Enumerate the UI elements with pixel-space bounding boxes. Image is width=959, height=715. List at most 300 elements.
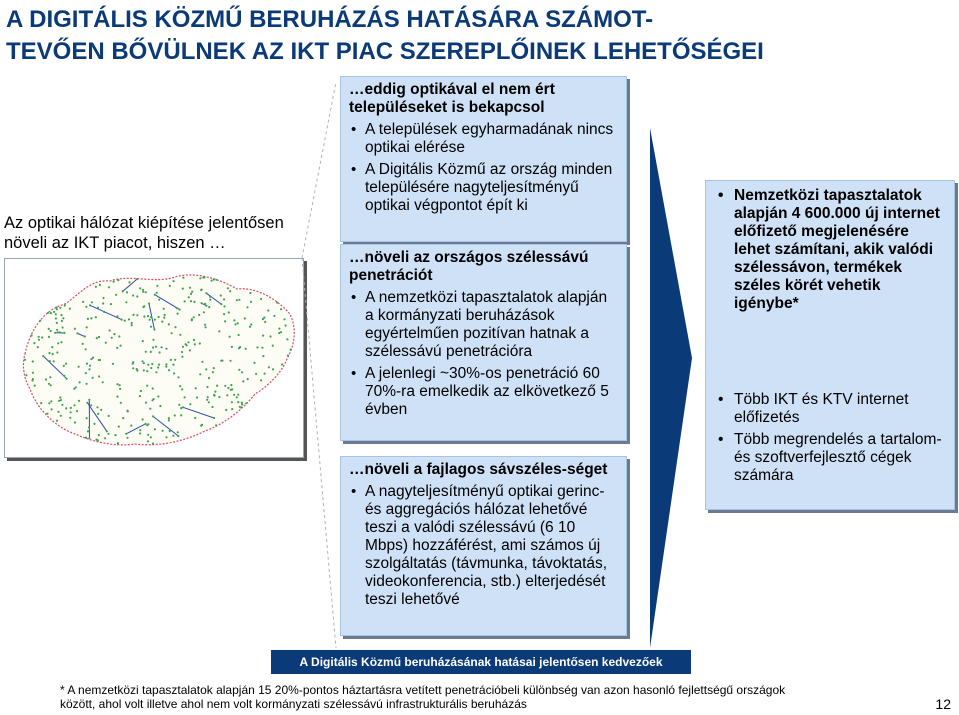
map-dot bbox=[139, 429, 141, 431]
map-dot bbox=[119, 388, 121, 390]
map-dot bbox=[63, 365, 65, 367]
map-dot bbox=[238, 334, 240, 336]
map-dot bbox=[157, 395, 159, 397]
map-dot bbox=[151, 363, 153, 365]
map-dot bbox=[182, 346, 184, 348]
map-dot bbox=[116, 383, 118, 385]
map-dot bbox=[153, 398, 155, 400]
map-dot bbox=[37, 346, 39, 348]
map-dot bbox=[228, 311, 230, 313]
map-dot bbox=[253, 362, 255, 364]
map-dot bbox=[147, 423, 149, 425]
map-dot bbox=[276, 302, 278, 304]
map-dot bbox=[221, 360, 223, 362]
map-dot bbox=[208, 377, 210, 379]
map-dot bbox=[173, 372, 175, 374]
map-dot bbox=[165, 348, 167, 350]
map-dot bbox=[177, 313, 179, 315]
map-dot bbox=[187, 341, 189, 343]
map-dot bbox=[174, 414, 176, 416]
map-dot bbox=[109, 329, 111, 331]
map-dot bbox=[189, 403, 191, 405]
map-dot bbox=[267, 309, 269, 311]
map-dot bbox=[146, 370, 148, 372]
map-dot bbox=[172, 435, 174, 437]
map-dot bbox=[63, 375, 65, 377]
map-dot bbox=[146, 385, 148, 387]
map-dot bbox=[125, 301, 127, 303]
map-dot bbox=[249, 326, 251, 328]
map-dot bbox=[122, 417, 124, 419]
map-dot bbox=[119, 384, 121, 386]
map-dot bbox=[66, 378, 68, 380]
map-dot bbox=[113, 333, 115, 335]
map-dot bbox=[132, 294, 134, 296]
map-dot bbox=[231, 408, 233, 410]
map-dot bbox=[126, 291, 128, 293]
map-dot bbox=[169, 285, 171, 287]
map-dot bbox=[114, 434, 116, 436]
map-dot bbox=[250, 323, 252, 325]
map-dot bbox=[237, 401, 239, 403]
map-dot bbox=[115, 294, 117, 296]
map-dot bbox=[220, 303, 222, 305]
map-dot bbox=[216, 279, 218, 281]
map-dot bbox=[102, 381, 104, 383]
map-dot bbox=[38, 336, 40, 338]
map-dot bbox=[136, 368, 138, 370]
footnote-line-2: között, ahol volt illetve ahol nem volt kormányzati szélessávú infrastrukturális beruházás bbox=[60, 697, 527, 711]
outcome-bullet: • Több megrendelés a tartalom- és szoftverfejlesztő cégek számára bbox=[734, 431, 946, 485]
map-dot bbox=[102, 297, 104, 299]
map-dot bbox=[150, 316, 152, 318]
map-dot bbox=[47, 312, 49, 314]
map-dot bbox=[97, 413, 99, 415]
map-dot bbox=[181, 351, 183, 353]
map-dot bbox=[199, 277, 201, 279]
map-dot bbox=[220, 294, 222, 296]
map-dot bbox=[218, 330, 220, 332]
map-dot bbox=[194, 417, 196, 419]
map-dot bbox=[86, 402, 88, 404]
map-dot bbox=[142, 306, 144, 308]
map-dot bbox=[86, 363, 88, 365]
left-intro-text bbox=[4, 213, 324, 253]
map-dot bbox=[139, 395, 141, 397]
map-dot bbox=[48, 328, 50, 330]
map-dot bbox=[98, 434, 100, 436]
map-dot bbox=[156, 292, 158, 294]
box1-bullet: • A Digitális Közmű az ország minden településére nagyteljesítményű optikai végpontot épít ki bbox=[365, 161, 616, 215]
map-dot bbox=[153, 328, 155, 330]
map-dot bbox=[229, 336, 231, 338]
map-dot bbox=[128, 318, 130, 320]
map-dot bbox=[180, 414, 182, 416]
map-dot bbox=[145, 402, 147, 404]
map-dot bbox=[98, 336, 100, 338]
map-dot bbox=[125, 433, 127, 435]
map-dot bbox=[56, 322, 58, 324]
map-dot bbox=[85, 372, 87, 374]
map-dot bbox=[182, 277, 184, 279]
map-dot bbox=[147, 315, 149, 317]
map-dot bbox=[65, 363, 67, 365]
map-dot bbox=[191, 291, 193, 293]
map-dot bbox=[174, 326, 176, 328]
map-dot bbox=[238, 299, 240, 301]
map-dot bbox=[156, 285, 158, 287]
map-dot bbox=[149, 408, 151, 410]
map-dot bbox=[216, 385, 218, 387]
map-dot bbox=[56, 329, 58, 331]
map-dot bbox=[64, 304, 66, 306]
map-dot bbox=[168, 419, 170, 421]
title-line-1: A DIGITÁLIS KÖZMŰ BERUHÁZÁS HATÁSÁRA SZÁMOT- bbox=[6, 6, 654, 33]
map-dot bbox=[86, 326, 88, 328]
map-dot bbox=[229, 290, 231, 292]
map-dot bbox=[50, 312, 52, 314]
map-dot bbox=[193, 301, 195, 303]
map-dot bbox=[142, 340, 144, 342]
map-dot bbox=[75, 386, 77, 388]
map-dot bbox=[190, 293, 192, 295]
map-dot bbox=[136, 314, 138, 316]
map-dot bbox=[141, 360, 143, 362]
map-dot bbox=[108, 415, 110, 417]
map-dot bbox=[78, 400, 80, 402]
map-dot bbox=[238, 369, 240, 371]
map-dot bbox=[152, 415, 154, 417]
map-dot bbox=[145, 291, 147, 293]
map-dot bbox=[211, 406, 213, 408]
map-dot bbox=[85, 437, 87, 439]
map-dot bbox=[74, 421, 76, 423]
map-dot bbox=[152, 442, 154, 444]
map-dot bbox=[170, 359, 172, 361]
map-dot bbox=[76, 332, 78, 334]
map-dot bbox=[25, 374, 27, 376]
map-dot bbox=[241, 402, 243, 404]
map-dot bbox=[240, 406, 242, 408]
map-dot bbox=[50, 384, 52, 386]
hungary-network-map-icon bbox=[4, 258, 304, 458]
footnote bbox=[60, 683, 920, 711]
map-dot bbox=[103, 311, 105, 313]
map-dot bbox=[237, 322, 239, 324]
map-dot bbox=[188, 296, 190, 298]
map-dot bbox=[206, 386, 208, 388]
map-dot bbox=[150, 351, 152, 353]
bracket-connector bbox=[300, 80, 340, 650]
map-dot bbox=[211, 280, 213, 282]
map-dot bbox=[74, 328, 76, 330]
map-dot bbox=[53, 311, 55, 313]
left-intro-line-2: növeli az IKT piacot, hiszen … bbox=[4, 234, 226, 252]
map-dot bbox=[154, 428, 156, 430]
map-dot bbox=[40, 402, 42, 404]
page-title bbox=[6, 4, 946, 68]
map-dot bbox=[104, 437, 106, 439]
map-dot bbox=[147, 434, 149, 436]
map-dot bbox=[140, 390, 142, 392]
title-line-2: TEVŐEN BŐVÜLNEK AZ IKT PIAC SZEREPLŐINEK LEHETŐSÉGEI bbox=[6, 38, 764, 65]
map-dot bbox=[157, 366, 159, 368]
map-dot bbox=[88, 426, 90, 428]
map-dot bbox=[108, 286, 110, 288]
map-dot bbox=[150, 367, 152, 369]
map-dot bbox=[262, 318, 264, 320]
map-dot bbox=[59, 396, 61, 398]
map-dot bbox=[84, 335, 86, 337]
map-dot bbox=[95, 316, 97, 318]
map-dot bbox=[120, 345, 122, 347]
map-dot bbox=[179, 334, 181, 336]
summary-banner: A Digitális Közmű beruházásának hatásai jelentősen kedvezőek bbox=[271, 650, 691, 674]
map-dot bbox=[132, 367, 134, 369]
outcome-bullets bbox=[716, 391, 946, 485]
box2-bullet: • A nemzetközi tapasztalatok alapján a kormányzati beruházások egyértelműen pozitívan hatnak a szélessávú penetrációra bbox=[365, 289, 616, 361]
map-dot bbox=[169, 430, 171, 432]
map-dot bbox=[185, 343, 187, 345]
map-dot bbox=[189, 349, 191, 351]
map-dot bbox=[97, 307, 99, 309]
map-dot bbox=[233, 319, 235, 321]
map-dot bbox=[168, 417, 170, 419]
map-dot bbox=[272, 345, 274, 347]
map-dot bbox=[163, 308, 165, 310]
map-dot bbox=[142, 291, 144, 293]
map-dot bbox=[60, 314, 62, 316]
outcome-box bbox=[705, 180, 955, 510]
map-dot bbox=[242, 380, 244, 382]
map-dot bbox=[193, 316, 195, 318]
map-dot bbox=[124, 320, 126, 322]
map-dot bbox=[159, 405, 161, 407]
outcome-bold-bullets bbox=[716, 187, 946, 313]
box2-header: …növeli az országos szélessávú penetrációt bbox=[349, 249, 589, 284]
map-dot bbox=[223, 313, 225, 315]
map-dot bbox=[147, 440, 149, 442]
map-dot bbox=[90, 317, 92, 319]
map-dot bbox=[128, 281, 130, 283]
map-dot bbox=[245, 402, 247, 404]
map-dot bbox=[62, 317, 64, 319]
map-dot bbox=[96, 406, 98, 408]
map-dot bbox=[59, 307, 61, 309]
map-dot bbox=[250, 301, 252, 303]
page-number: 12 bbox=[935, 696, 951, 712]
box1-bullets bbox=[349, 121, 616, 215]
map-dot bbox=[227, 387, 229, 389]
map-dot bbox=[168, 323, 170, 325]
map-dot bbox=[237, 394, 239, 396]
map-dot bbox=[139, 432, 141, 434]
map-dot bbox=[57, 342, 59, 344]
map-dot bbox=[256, 346, 258, 348]
map-dot bbox=[107, 433, 109, 435]
map-dot bbox=[57, 331, 59, 333]
map-dot bbox=[178, 404, 180, 406]
map-dot bbox=[95, 286, 97, 288]
map-dot bbox=[76, 410, 78, 412]
map-dot bbox=[48, 402, 50, 404]
map-dot bbox=[168, 369, 170, 371]
map-dot bbox=[51, 346, 53, 348]
map-dot bbox=[226, 394, 228, 396]
map-dot bbox=[200, 425, 202, 427]
map-dot bbox=[39, 320, 41, 322]
map-dot bbox=[51, 408, 53, 410]
map-dot bbox=[230, 389, 232, 391]
map-dot bbox=[99, 284, 101, 286]
map-dot bbox=[60, 341, 62, 343]
map-dot bbox=[278, 332, 280, 334]
map-dot bbox=[249, 292, 251, 294]
map-dot bbox=[154, 319, 156, 321]
map-dot bbox=[136, 278, 138, 280]
map-dot bbox=[116, 347, 118, 349]
footnote-line-1: * A nemzetközi tapasztalatok alapján 15 20%-pontos háztartásra vetített penetrációbeli különbség van azon hasonló fejlettségű országok bbox=[60, 683, 786, 697]
map-dot bbox=[126, 437, 128, 439]
map-dot bbox=[164, 314, 166, 316]
map-dot bbox=[273, 315, 275, 317]
map-dot bbox=[285, 324, 287, 326]
map-dot bbox=[229, 360, 231, 362]
map-dot bbox=[100, 409, 102, 411]
map-dot bbox=[85, 306, 87, 308]
map-dot bbox=[260, 298, 262, 300]
map-dot bbox=[111, 337, 113, 339]
map-dot bbox=[155, 371, 157, 373]
map-dot bbox=[79, 381, 81, 383]
map-dot bbox=[245, 348, 247, 350]
map-dot bbox=[126, 410, 128, 412]
map-dot bbox=[198, 314, 200, 316]
map-dot bbox=[255, 373, 257, 375]
box1-header-line-2: településeket is bekapcsol bbox=[349, 99, 545, 116]
map-dot bbox=[233, 394, 235, 396]
map-dot bbox=[131, 322, 133, 324]
map-dot bbox=[122, 290, 124, 292]
map-dot bbox=[70, 411, 72, 413]
map-dot bbox=[91, 301, 93, 303]
map-dot bbox=[195, 387, 197, 389]
map-dot bbox=[208, 401, 210, 403]
map-dot bbox=[177, 376, 179, 378]
map-dot bbox=[215, 424, 217, 426]
map-dot bbox=[90, 404, 92, 406]
map-dot bbox=[230, 384, 232, 386]
map-dot bbox=[113, 281, 115, 283]
map-dot bbox=[182, 288, 184, 290]
map-dot bbox=[31, 334, 33, 336]
map-dot bbox=[286, 338, 288, 340]
box1-header bbox=[349, 81, 616, 117]
outcome-bullet: • Több IKT és KTV internet előfizetés bbox=[734, 391, 946, 427]
map-dot bbox=[55, 313, 57, 315]
map-dot bbox=[281, 363, 283, 365]
map-dot bbox=[31, 379, 33, 381]
map-dot bbox=[224, 385, 226, 387]
map-dot bbox=[247, 378, 249, 380]
map-dot bbox=[209, 299, 211, 301]
map-dot bbox=[261, 347, 263, 349]
map-dot bbox=[143, 315, 145, 317]
map-dot bbox=[142, 289, 144, 291]
map-dot bbox=[207, 396, 209, 398]
map-dot bbox=[97, 439, 99, 441]
map-dot bbox=[190, 300, 192, 302]
map-dot bbox=[145, 423, 147, 425]
map-dot bbox=[225, 409, 227, 411]
map-dot bbox=[165, 436, 167, 438]
map-dot bbox=[264, 373, 266, 375]
map-dot bbox=[163, 317, 165, 319]
map-dot bbox=[117, 442, 119, 444]
map-dot bbox=[152, 387, 154, 389]
map-dot bbox=[86, 383, 88, 385]
map-dot bbox=[96, 337, 98, 339]
map-dot bbox=[231, 346, 233, 348]
map-dot bbox=[260, 379, 262, 381]
box1-bullet: • A települések egyharmadának nincs optikai elérése bbox=[365, 121, 616, 157]
map-dot bbox=[205, 305, 207, 307]
map-dot bbox=[65, 407, 67, 409]
map-dot bbox=[52, 353, 54, 355]
map-dot bbox=[161, 346, 163, 348]
map-dot bbox=[177, 431, 179, 433]
map-dot bbox=[158, 299, 160, 301]
map-dot bbox=[209, 296, 211, 298]
map-dot bbox=[88, 437, 90, 439]
map-dot bbox=[110, 303, 112, 305]
map-dot bbox=[204, 303, 206, 305]
map-dot bbox=[201, 289, 203, 291]
map-dot bbox=[120, 402, 122, 404]
map-dot bbox=[264, 321, 266, 323]
map-dot bbox=[87, 430, 89, 432]
map-dot bbox=[193, 339, 195, 341]
map-dot bbox=[152, 346, 154, 348]
box1-header-line-1: …eddig optikával el nem ért bbox=[349, 81, 555, 98]
map-dot bbox=[205, 326, 207, 328]
map-dot bbox=[34, 385, 36, 387]
map-dot bbox=[262, 355, 264, 357]
map-dot bbox=[182, 406, 184, 408]
map-dot bbox=[262, 335, 264, 337]
map-dot bbox=[287, 354, 289, 356]
map-dot bbox=[42, 355, 44, 357]
map-dot bbox=[184, 396, 186, 398]
map-dot bbox=[53, 360, 55, 362]
map-dot bbox=[147, 364, 149, 366]
map-dot bbox=[59, 331, 61, 333]
map-dot bbox=[48, 383, 50, 385]
map-dot bbox=[48, 352, 50, 354]
map-dot bbox=[176, 307, 178, 309]
map-dot bbox=[49, 376, 51, 378]
map-dot bbox=[184, 300, 186, 302]
map-dot bbox=[165, 366, 167, 368]
map-dot bbox=[205, 292, 207, 294]
map-dot bbox=[223, 298, 225, 300]
map-dot bbox=[56, 351, 58, 353]
map-dot bbox=[93, 423, 95, 425]
map-dot bbox=[98, 375, 100, 377]
map-dot bbox=[24, 359, 26, 361]
map-dot bbox=[87, 318, 89, 320]
map-dot bbox=[268, 366, 270, 368]
